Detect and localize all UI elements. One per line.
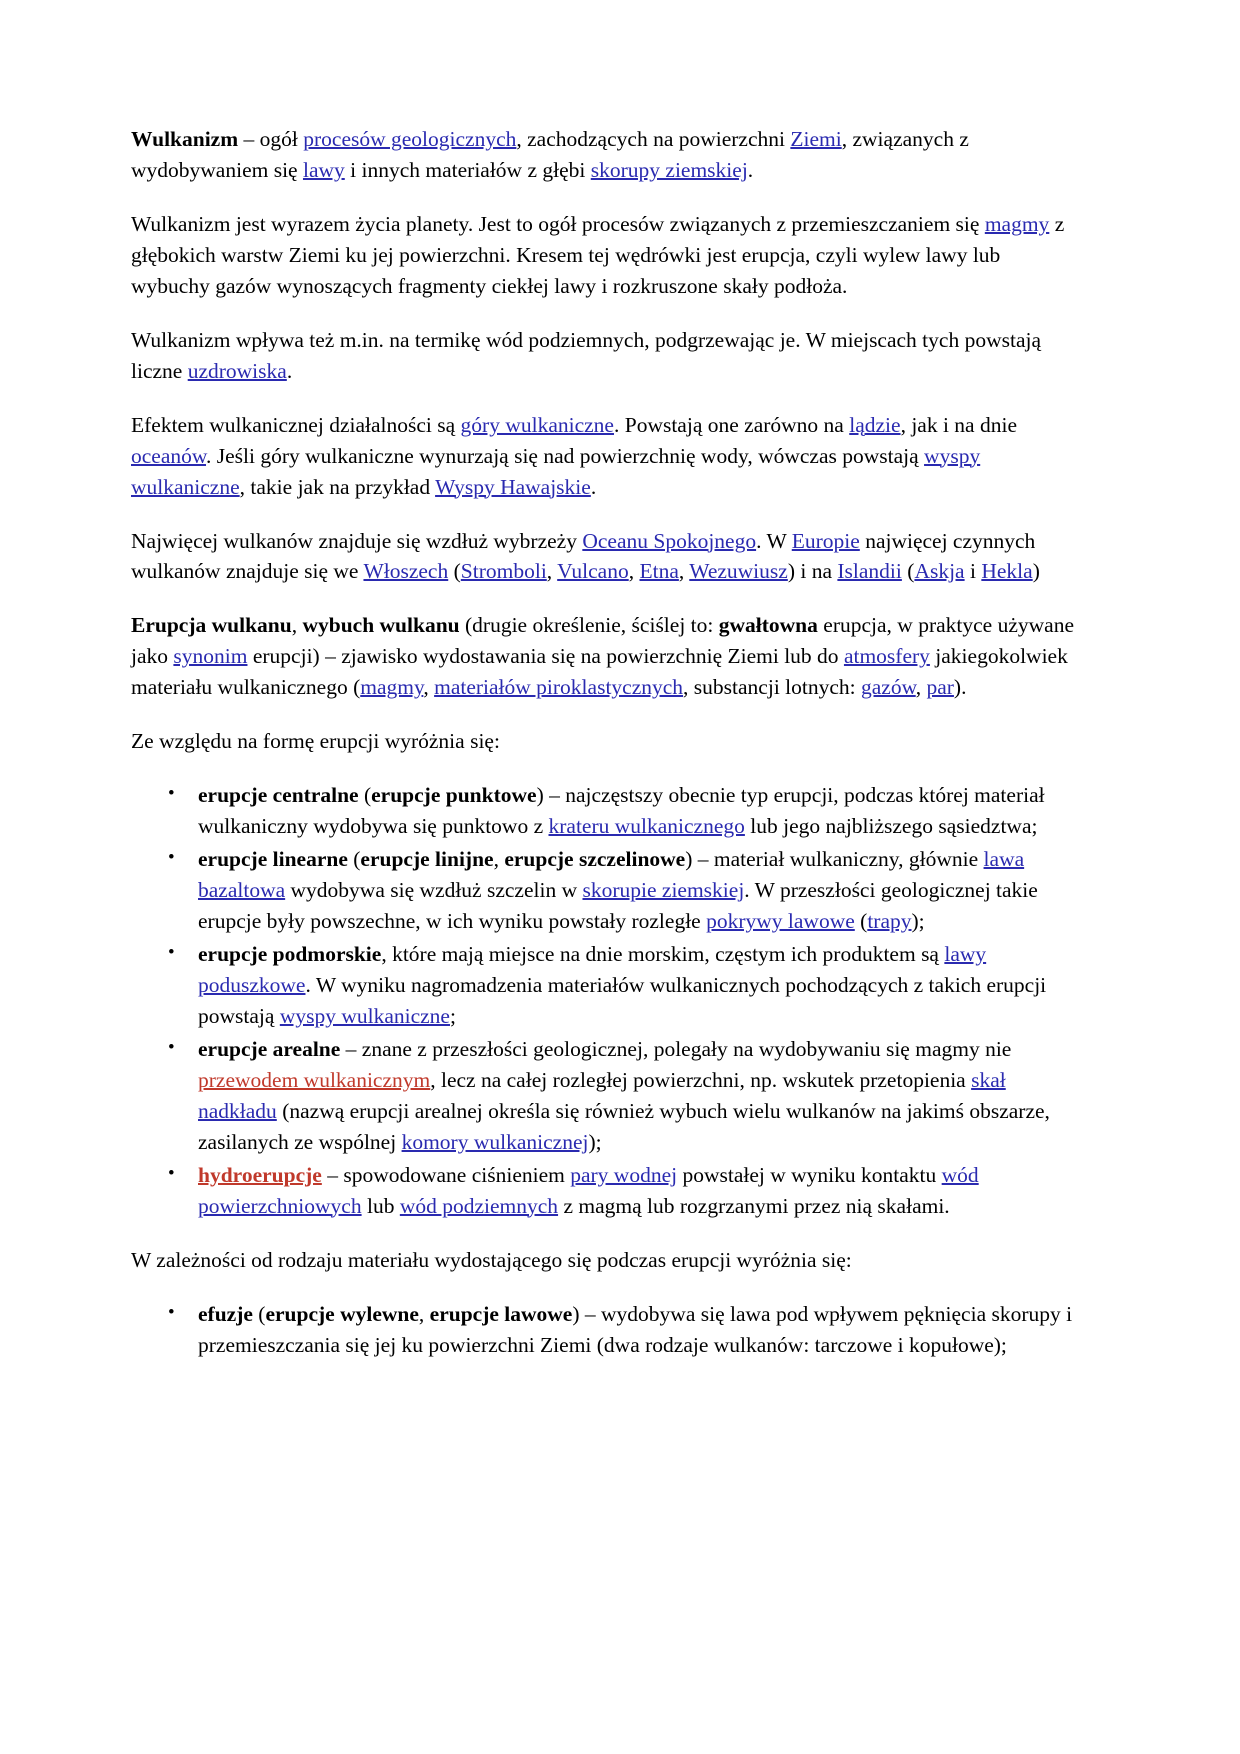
link-vulcano[interactable]: Vulcano xyxy=(557,559,629,584)
link-wyspy-wulkaniczne[interactable]: wyspy wulkaniczne xyxy=(131,443,981,499)
link-pary-wodnej[interactable]: pary wodnej xyxy=(570,1162,678,1187)
link-oceanow[interactable]: oceanów xyxy=(131,443,207,468)
text-segment: , xyxy=(423,675,435,700)
link-etna[interactable]: Etna xyxy=(639,559,679,584)
link-islandii[interactable]: Islandii xyxy=(837,559,902,584)
text-segment: . xyxy=(590,474,597,499)
term-erupcje-linijne: erupcje linijne xyxy=(360,847,494,872)
term-erupcje-wylewne: erupcje wylewne xyxy=(265,1301,419,1326)
link-lawy[interactable]: lawy xyxy=(302,157,345,182)
link-ladzie[interactable]: lądzie xyxy=(849,412,901,437)
text-segment: powstałej w wyniku kontaktu xyxy=(677,1162,942,1187)
text-segment: lub xyxy=(361,1193,400,1218)
text-segment: ; xyxy=(449,1003,456,1028)
text-segment: ); xyxy=(911,909,925,934)
text-segment: , substancji lotnych: xyxy=(683,675,861,700)
link-bazaltowa[interactable]: bazaltowa xyxy=(198,878,286,903)
text-segment: . xyxy=(747,157,754,182)
list-formy-erupcji xyxy=(131,780,1074,1221)
link-wezuwiusz[interactable]: Wezuwiusz xyxy=(689,559,788,584)
list-rodzaje-materialu xyxy=(131,1299,1074,1361)
text-segment: , takie jak na przykład xyxy=(239,474,436,499)
text-segment: . Jeśli góry wulkaniczne wynurzają się nad powierzchnię wody, wówczas powstają xyxy=(206,443,925,468)
text-segment: , xyxy=(678,559,690,584)
text-segment: ( xyxy=(358,783,372,808)
text-segment: ( xyxy=(448,559,461,584)
text-segment: ( xyxy=(854,909,868,934)
text-segment: wydobywa się wzdłuż szczelin w xyxy=(285,878,583,903)
link-pokrywy-lawowe[interactable]: pokrywy lawowe xyxy=(706,909,855,934)
text-segment: ) – materiał wulkaniczny, głównie xyxy=(685,847,984,872)
link-przewodem-wulkanicznym[interactable]: przewodem wulkanicznym xyxy=(198,1067,431,1092)
link-uzdrowiska[interactable]: uzdrowiska xyxy=(187,358,287,383)
text-segment: ) – wydobywa się lawa pod wpływem pęknięcia skorupy i przemieszczania się jej ku powierzchni Ziemi (dwa rodzaje wulkanów: tarczowe i kopułowe); xyxy=(198,1301,1073,1357)
link-hekla[interactable]: Hekla xyxy=(981,559,1033,584)
link-ziemi[interactable]: Ziemi xyxy=(790,127,842,151)
text-segment: (nazwą erupcji arealnej określa się również wybuch wielu wulkanów na jakimś obszarze, zasilanych ze wspólnej xyxy=(198,1098,1050,1154)
link-askja[interactable]: Askja xyxy=(914,559,965,584)
list-item xyxy=(168,1160,1074,1222)
text-segment: (drugie określenie, ściślej to: xyxy=(459,613,719,638)
text-segment: , xyxy=(546,559,558,584)
text-segment: Wulkanizm jest wyrazem życia planety. Jest to ogół procesów związanych z przemieszczaniem się xyxy=(131,211,985,236)
link-magmy[interactable]: magmy xyxy=(984,211,1050,236)
link-gazow[interactable]: gazów xyxy=(861,675,916,700)
text-segment: . W xyxy=(756,528,792,553)
text-segment: z magmą lub rozgrzanymi przez nią skałami. xyxy=(558,1193,950,1218)
text-segment: , zachodzących na powierzchni xyxy=(516,127,791,151)
text-segment: , xyxy=(418,1301,430,1326)
text-segment: , xyxy=(628,559,640,584)
text-segment: z głębokich warstw Ziemi ku jej powierzchni. Kresem tej wędrówki jest erupcja, czyli wylew lawy lub wybuchy gazów wynoszących fragmenty ciekłej lawy i rozkruszone skały podłoża. xyxy=(131,211,1065,298)
text-segment: ) – najczęstszy obecnie typ erupcji, podczas której materiał wulkaniczny wydobywa się punktowo z xyxy=(198,783,1045,839)
text-segment: ) i na xyxy=(787,559,838,584)
paragraph-erupcja-wulkanu xyxy=(131,610,1074,703)
link-par[interactable]: par xyxy=(926,675,954,700)
link-komory-wulkanicznej[interactable]: komory wulkanicznej xyxy=(401,1129,589,1154)
document-body xyxy=(131,124,1074,1360)
link-wloszech[interactable]: Włoszech xyxy=(363,559,449,584)
text-segment: Najwięcej wulkanów znajduje się wzdłuż wybrzeży xyxy=(131,528,583,553)
link-wyspy-hawajskie[interactable]: Wyspy Hawajskie xyxy=(435,474,591,499)
term-gwaltowna: gwałtowna xyxy=(718,613,818,638)
text-segment: – ogół xyxy=(238,127,304,151)
text-segment: erupcji) – zjawisko wydostawania się na powierzchnię Ziemi lub do xyxy=(247,644,844,669)
link-stromboli[interactable]: Stromboli xyxy=(460,559,547,584)
term-erupcje-punktowe: erupcje punktowe xyxy=(371,783,537,808)
text-segment: , związanych z wydobywaniem się xyxy=(131,127,969,182)
term-wybuch-wulkanu: wybuch wulkanu xyxy=(302,613,460,638)
list-item xyxy=(168,844,1074,937)
link-materialow-piroklastycznych[interactable]: materiałów piroklastycznych xyxy=(434,675,684,700)
text-segment: – spowodowane ciśnieniem xyxy=(321,1162,571,1187)
text-segment: ( xyxy=(347,847,361,872)
paragraph-rozmieszczenie-wulkanow xyxy=(131,526,1074,588)
link-nadkladu[interactable]: nadkładu xyxy=(198,1098,277,1123)
term-erupcje-centralne: erupcje centralne xyxy=(198,783,359,808)
text-segment: ). xyxy=(953,675,967,700)
link-skal[interactable]: skał xyxy=(971,1067,1006,1092)
term-erupcja-wulkanu: Erupcja wulkanu xyxy=(131,613,292,638)
link-wod-powierzchniowych[interactable]: wód powierzchniowych xyxy=(198,1162,979,1218)
link-skorupy-ziemskiej[interactable]: skorupy ziemskiej xyxy=(590,157,748,182)
link-wyspy-wulkaniczne[interactable]: wyspy wulkaniczne xyxy=(279,1003,450,1028)
link-skorupie-ziemskiej[interactable]: skorupie ziemskiej xyxy=(582,878,745,903)
text-segment: ( xyxy=(901,559,915,584)
term-erupcje-arealne: erupcje arealne xyxy=(198,1036,341,1061)
text-segment: , jak i na dnie xyxy=(900,412,1017,437)
link-magmy[interactable]: magmy xyxy=(360,675,424,700)
text-segment: i innych materiałów z głębi xyxy=(344,157,591,182)
term-erupcje-podmorskie: erupcje podmorskie xyxy=(198,942,382,967)
paragraph-definition xyxy=(131,124,1074,186)
text-segment: Efektem wulkanicznej działalności są xyxy=(131,412,461,437)
list-item xyxy=(168,1034,1074,1158)
text-segment: . W przeszłości geologicznej takie erupcje były powszechne, w ich wyniku powstały rozległe xyxy=(198,878,1038,934)
list-item xyxy=(168,780,1074,842)
link-procesow-geologicznych[interactable]: procesów geologicznych xyxy=(303,127,517,151)
link-wod-podziemnych[interactable]: wód podziemnych xyxy=(399,1193,559,1218)
text-segment: . W wyniku nagromadzenia materiałów wulkanicznych pochodzących z takich erupcji powstają xyxy=(198,972,1047,1028)
text-segment: ) xyxy=(1032,559,1040,584)
text-segment: , xyxy=(291,613,303,638)
list-item xyxy=(168,939,1074,1032)
text-segment: najwięcej czynnych wulkanów znajduje się we xyxy=(131,528,1036,584)
term-efuzje: efuzje xyxy=(198,1301,253,1326)
link-atmosfery[interactable]: atmosfery xyxy=(843,644,930,669)
term-wulkanizm: Wulkanizm xyxy=(131,127,239,151)
term-erupcje-szczelinowe: erupcje szczelinowe xyxy=(504,847,686,872)
text-segment: , które mają miejsce na dnie morskim, częstym ich produktem są xyxy=(381,942,945,967)
link-lawa[interactable]: lawa xyxy=(983,847,1025,872)
text-segment: jakiegokolwiek materiału wulkanicznego ( xyxy=(131,644,1068,700)
text-segment: erupcja, w praktyce używane jako xyxy=(131,613,1074,669)
paragraph-wyraz-zycia-planety xyxy=(131,209,1074,302)
list-lead-rodzaj-materialu: W zależności od rodzaju materiału wydostającego się podczas erupcji wyróżnia się: xyxy=(131,1247,852,1272)
text-segment: , xyxy=(915,675,927,700)
text-segment: i xyxy=(964,559,982,584)
text-segment: , xyxy=(493,847,505,872)
term-erupcje-linearne: erupcje linearne xyxy=(198,847,348,872)
list-lead-forma-erupcji: Ze względu na formę erupcji wyróżnia się: xyxy=(131,729,500,754)
term-erupcje-lawowe: erupcje lawowe xyxy=(429,1301,573,1326)
text-segment: Wulkanizm wpływa też m.in. na termikę wód podziemnych, podgrzewając je. W miejscach tych powstają liczne xyxy=(131,327,1042,383)
text-segment: ( xyxy=(252,1301,266,1326)
text-segment: . Powstają one zarówno na xyxy=(613,412,850,437)
link-gory-wulkaniczne[interactable]: góry wulkaniczne xyxy=(460,412,614,437)
link-oceanu-spokojnego[interactable]: Oceanu Spokojnego xyxy=(582,528,757,553)
link-trapy[interactable]: trapy xyxy=(867,909,912,934)
link-europie[interactable]: Europie xyxy=(791,528,860,553)
text-segment: lub jego najbliższego sąsiedztwa; xyxy=(744,814,1038,839)
paragraph-termika-wod xyxy=(131,325,1074,387)
text-segment: – znane z przeszłości geologicznej, polegały na wydobywaniu się magmy nie xyxy=(340,1036,1012,1061)
link-krateru-wulkanicznego[interactable]: krateru wulkanicznego xyxy=(548,814,745,839)
text-segment: , lecz na całej rozległej powierzchni, np. wskutek przetopienia xyxy=(430,1067,972,1092)
link-lawy-poduszkowe[interactable]: lawy poduszkowe xyxy=(198,942,987,997)
link-synonim[interactable]: synonim xyxy=(173,644,248,669)
paragraph-gory-wulkaniczne xyxy=(131,410,1074,503)
text-segment: . xyxy=(286,358,293,383)
list-item xyxy=(168,1299,1074,1361)
text-segment: ); xyxy=(588,1129,602,1154)
link-hydroerupcje[interactable]: hydroerupcje xyxy=(198,1162,322,1187)
